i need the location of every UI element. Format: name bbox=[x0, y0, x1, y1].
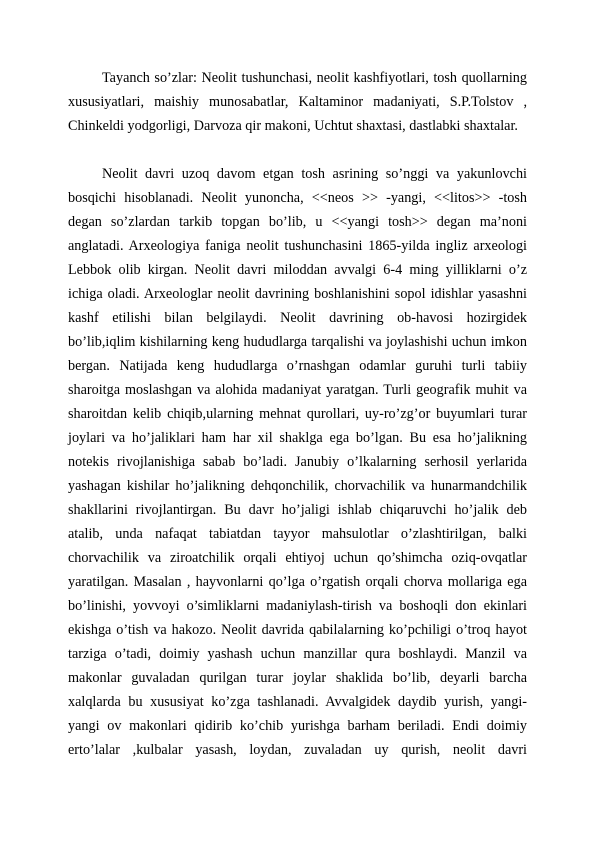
keywords-paragraph bbox=[68, 66, 527, 138]
text-line: makonlar guvaladan qurilgan turar joylar shaklida bo’lib, deyarli barcha bbox=[68, 670, 527, 686]
paragraph-gap bbox=[68, 138, 527, 162]
text-line: joylari va ho’jaliklari ham har xil shaklga ega bo’lgan. Bu esa ho’jalikning bbox=[68, 430, 527, 446]
text-line: bergan. Natijada keng hududlarga o’rnashgan odamlar guruhi turli tabiiy bbox=[68, 358, 527, 374]
text-line: ichiga oladi. Arxeologlar neolit davrining boshlanishini sopol idishlar yasashni bbox=[68, 286, 527, 302]
text-line: notekis rivojlanishiga sabab bo’ladi. Janubiy o’lkalarning serhosil yerlarida bbox=[68, 454, 527, 470]
text-line: chorvachilik va ziroatchilik orqali ehtiyoj uchun qo’shimcha oziq-ovqatlar bbox=[68, 550, 527, 566]
body-paragraph bbox=[68, 162, 527, 762]
text-line: Chinkeldi yodgorligi, Darvoza qir makoni, Uchtut shaxtasi, dastlabki shaxtalar. bbox=[68, 118, 518, 134]
text-line: xalqlarda bu xususiyat ko’zga tashlanadi. Avvalgidek daydib yurish, yangi- bbox=[68, 694, 527, 710]
text-line: shakllarini rivojlantirgan. Bu davr ho’jaligi ishlab chiqaruvchi ho’jalik deb bbox=[68, 502, 527, 518]
text-line: Neolit davri uzoq davom etgan tosh asrining so’nggi va yakunlovchi bbox=[102, 166, 527, 182]
text-line: tarziga o’tadi, doimiy yashash uchun manzillar qura boshlaydi. Manzil va bbox=[68, 646, 527, 662]
document-page bbox=[68, 66, 527, 762]
text-line: anglatadi. Arxeologiya faniga neolit tushunchasini 1865-yilda ingliz arxeologi bbox=[68, 238, 527, 254]
text-line: bo’lib,iqlim kishilarning keng hududlarga tarqalishi va joylashishi uchun imkon bbox=[68, 334, 527, 350]
text-line: yaratilgan. Masalan , hayvonlarni qo’lga o’rgatish orqali chorva mollariga ega bbox=[68, 574, 527, 590]
text-line: bosqichi hisoblanadi. Neolit yunoncha, <<neos >> -yangi, <<litos>> -tosh bbox=[68, 190, 527, 206]
text-line: xususiyatlari, maishiy munosabatlar, Kaltaminor madaniyati, S.P.Tolstov , bbox=[68, 94, 527, 110]
text-line: yangi ov makonlari qidirib ko’chib yurishga barham beriladi. Endi doimiy bbox=[68, 718, 527, 734]
text-line: ekishga o’tish va hakozo. Neolit davrida qabilalarning ko’pchiligi o’troq hayot bbox=[68, 622, 527, 638]
text-line: yashagan kishilar ho’jalikning dehqonchilik, chorvachilik va hunarmandchilik bbox=[68, 478, 527, 494]
text-line: atalib, unda nafaqat tabiatdan tayyor mahsulotlar o’zlashtirilgan, balki bbox=[68, 526, 527, 542]
text-line: bo’linishi, yovvoyi o’simliklarni madaniylash-tirish va boshoqli don ekinlari bbox=[68, 598, 527, 614]
text-line: kashf etilishi bilan belgilaydi. Neolit davrining ob-havosi hozirgidek bbox=[68, 310, 527, 326]
text-line: sharoitga moslashgan va alohida madaniyat yaratgan. Turli geografik muhit va bbox=[68, 382, 527, 398]
text-line: degan so’zlardan tarkib topgan bo’lib, u <<yangi tosh>> degan ma’noni bbox=[68, 214, 527, 230]
text-line: erto’lalar ,kulbalar yasash, loydan, zuvaladan uy qurish, neolit davri bbox=[68, 742, 527, 758]
text-line: Lebbok olib kirgan. Neolit davri miloddan avvalgi 6-4 ming yilliklarni o’z bbox=[68, 262, 527, 278]
text-line: sharoitdan kelib chiqib,ularning mehnat qurollari, uy-ro’zg’or buyumlari turar bbox=[68, 406, 527, 422]
text-line: Tayanch so’zlar: Neolit tushunchasi, neolit kashfiyotlari, tosh quollarning bbox=[102, 70, 527, 86]
